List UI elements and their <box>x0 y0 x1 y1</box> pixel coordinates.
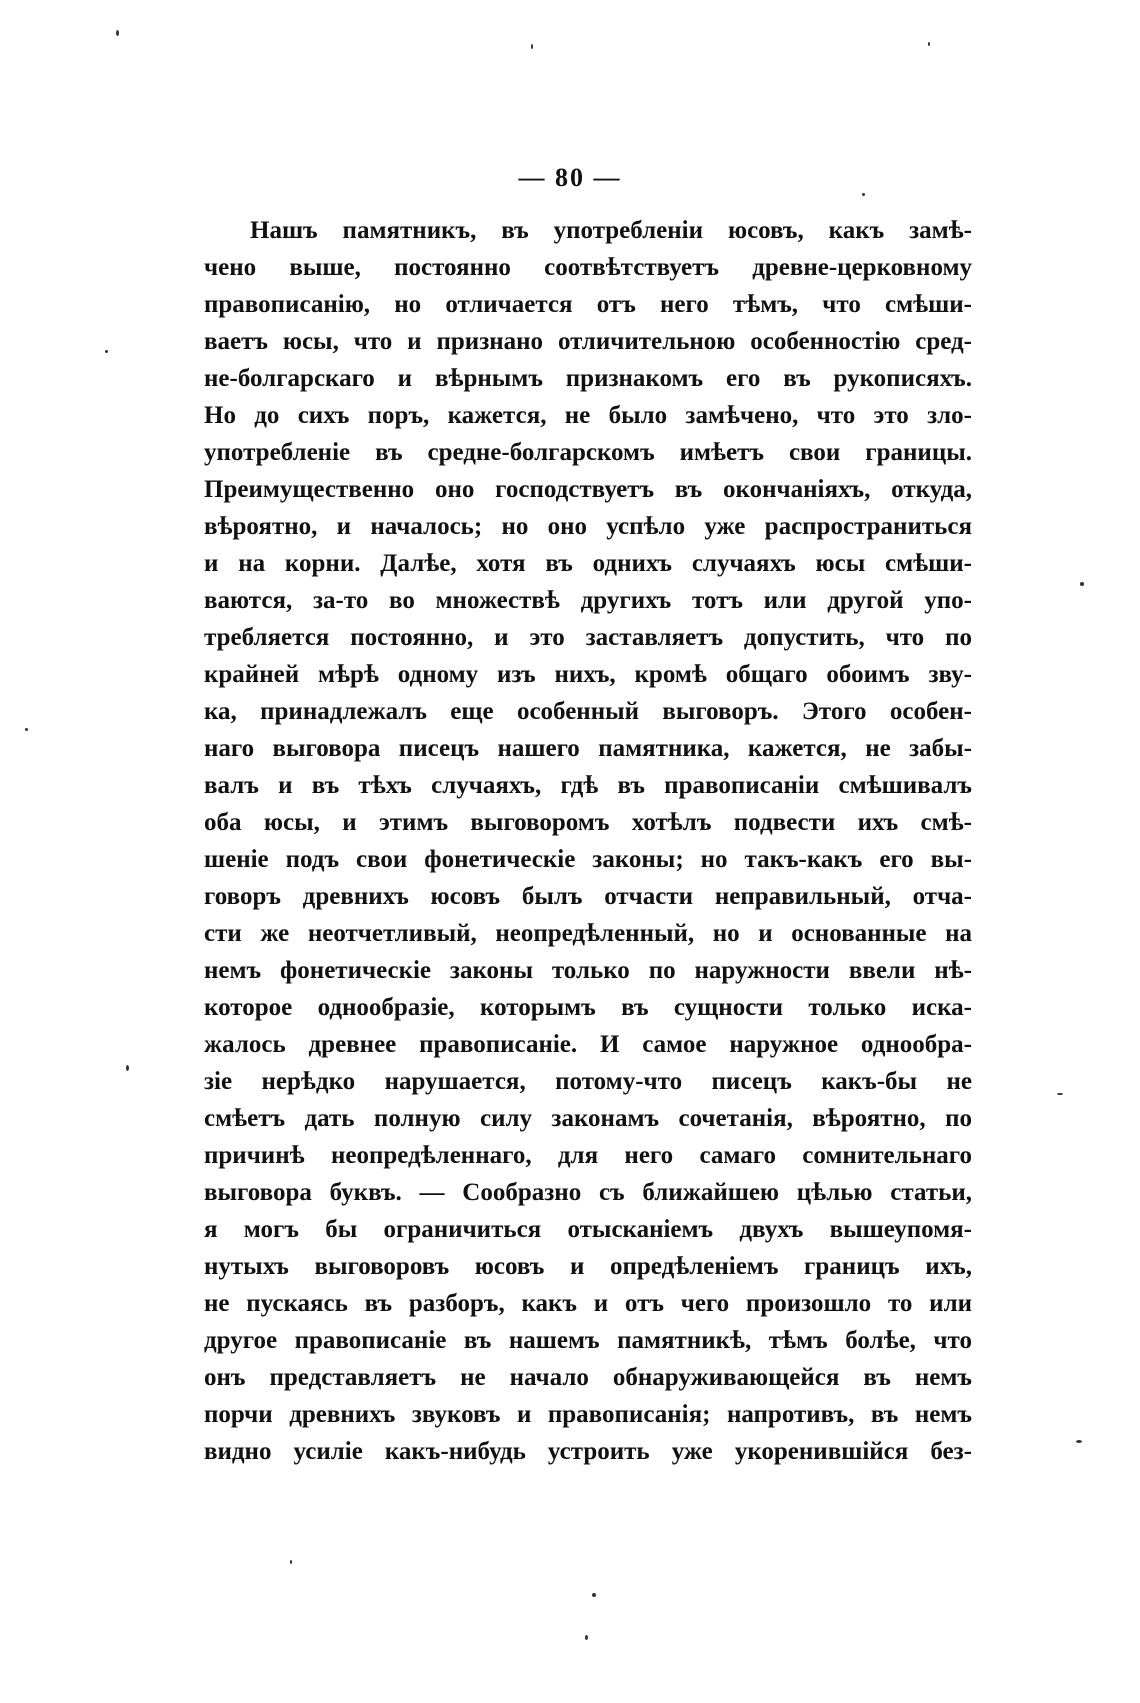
text-line: Нашъ памятникъ, въ употребленіи юсовъ, какъ замѣ- <box>250 217 972 244</box>
text-line: нутыхъ выговоровъ юсовъ и опредѣленіемъ границъ ихъ, <box>204 1253 972 1280</box>
text-line: выговора буквъ. — Сообразно съ ближайшею цѣлью статьи, <box>204 1179 972 1206</box>
text-line: зіе нерѣдко нарушается, потому-что писецъ какъ-бы не <box>204 1068 972 1095</box>
scan-speck <box>1080 582 1084 586</box>
text-line: не пускаясь въ разборъ, какъ и отъ чего произошло то или <box>204 1290 972 1317</box>
scan-speck <box>126 1065 129 1071</box>
text-line: ка, принадлежалъ еще особенный выговоръ. Этого особен- <box>204 698 972 725</box>
text-line: чено выше, постоянно соотвѣтствуетъ древне-церковному <box>204 254 972 281</box>
text-line: говоръ древнихъ юсовъ былъ отчасти неправильный, отча- <box>204 883 972 910</box>
text-line: наго выговора писецъ нашего памятника, кажется, не забы- <box>204 735 972 762</box>
text-line: причинѣ неопредѣленнаго, для него самаго сомнительнаго <box>204 1142 972 1169</box>
text-line: Но до сихъ поръ, кажется, не было замѣчено, что это зло- <box>204 402 972 429</box>
scan-speck <box>25 728 28 731</box>
scan-speck <box>1076 1440 1082 1443</box>
text-line: ваетъ юсы, что и признано отличительною особенностію сред- <box>204 328 972 355</box>
scan-speck <box>105 350 108 353</box>
scan-speck <box>862 193 865 196</box>
text-line: и на корни. Далѣе, хотя въ однихъ случаяхъ юсы смѣши- <box>204 550 972 577</box>
text-line: Преимущественно оно господствуетъ въ окончаніяхъ, откуда, <box>204 476 972 503</box>
text-line: требляется постоянно, и это заставляетъ допустить, что по <box>204 624 972 651</box>
scan-speck <box>531 44 533 49</box>
text-line: немъ фонетическіе законы только по наружности ввели нѣ- <box>204 957 972 984</box>
text-line: жалось древнее правописаніе. И самое наружное однообра- <box>204 1031 972 1058</box>
text-line: которое однообразіе, которымъ въ сущности только иска- <box>204 994 972 1021</box>
text-line: оба юсы, и этимъ выговоромъ хотѣлъ подвести ихъ смѣ- <box>204 809 972 836</box>
page-number: — 80 — <box>518 163 622 192</box>
text-line: крайней мѣрѣ одному изъ нихъ, кромѣ общаго обоимъ зву- <box>204 661 972 688</box>
text-line: ваются, за-то во множествѣ другихъ тотъ или другой упо- <box>204 587 972 614</box>
text-line: не-болгарскаго и вѣрнымъ признакомъ его въ рукописяхъ. <box>204 365 972 392</box>
scan-speck <box>290 1560 292 1564</box>
text-line: другое правописаніе въ нашемъ памятникѣ, тѣмъ болѣе, что <box>204 1327 972 1354</box>
scan-speck <box>116 30 119 36</box>
text-line: валъ и въ тѣхъ случаяхъ, гдѣ въ правописаніи смѣшивалъ <box>204 772 972 799</box>
scan-speck <box>585 1635 588 1640</box>
text-line: сти же неотчетливый, неопредѣленный, но и основанные на <box>204 920 972 947</box>
text-line: видно усиліе какъ-нибудь устроить уже укоренившійся без- <box>204 1438 972 1465</box>
body-text <box>204 212 972 1470</box>
text-line: я могъ бы ограничиться отысканіемъ двухъ вышеупомя- <box>204 1216 972 1243</box>
text-line: онъ представляетъ не начало обнаруживающейся въ немъ <box>204 1364 972 1391</box>
text-line: правописанію, но отличается отъ него тѣмъ, что смѣши- <box>204 291 972 318</box>
scan-speck <box>1057 1093 1063 1095</box>
text-line: употребленіе въ средне-болгарскомъ имѣетъ свои границы. <box>204 439 972 466</box>
text-line: шеніе подъ свои фонетическіе законы; но такъ-какъ его вы- <box>204 846 972 873</box>
text-line: вѣроятно, и началось; но оно успѣло уже распространиться <box>204 513 972 540</box>
text-line: порчи древнихъ звуковъ и правописанія; напротивъ, въ немъ <box>204 1401 972 1428</box>
scan-speck <box>592 1593 596 1597</box>
text-line: смѣетъ дать полную силу законамъ сочетанія, вѣроятно, по <box>204 1105 972 1132</box>
scan-speck <box>928 42 930 46</box>
